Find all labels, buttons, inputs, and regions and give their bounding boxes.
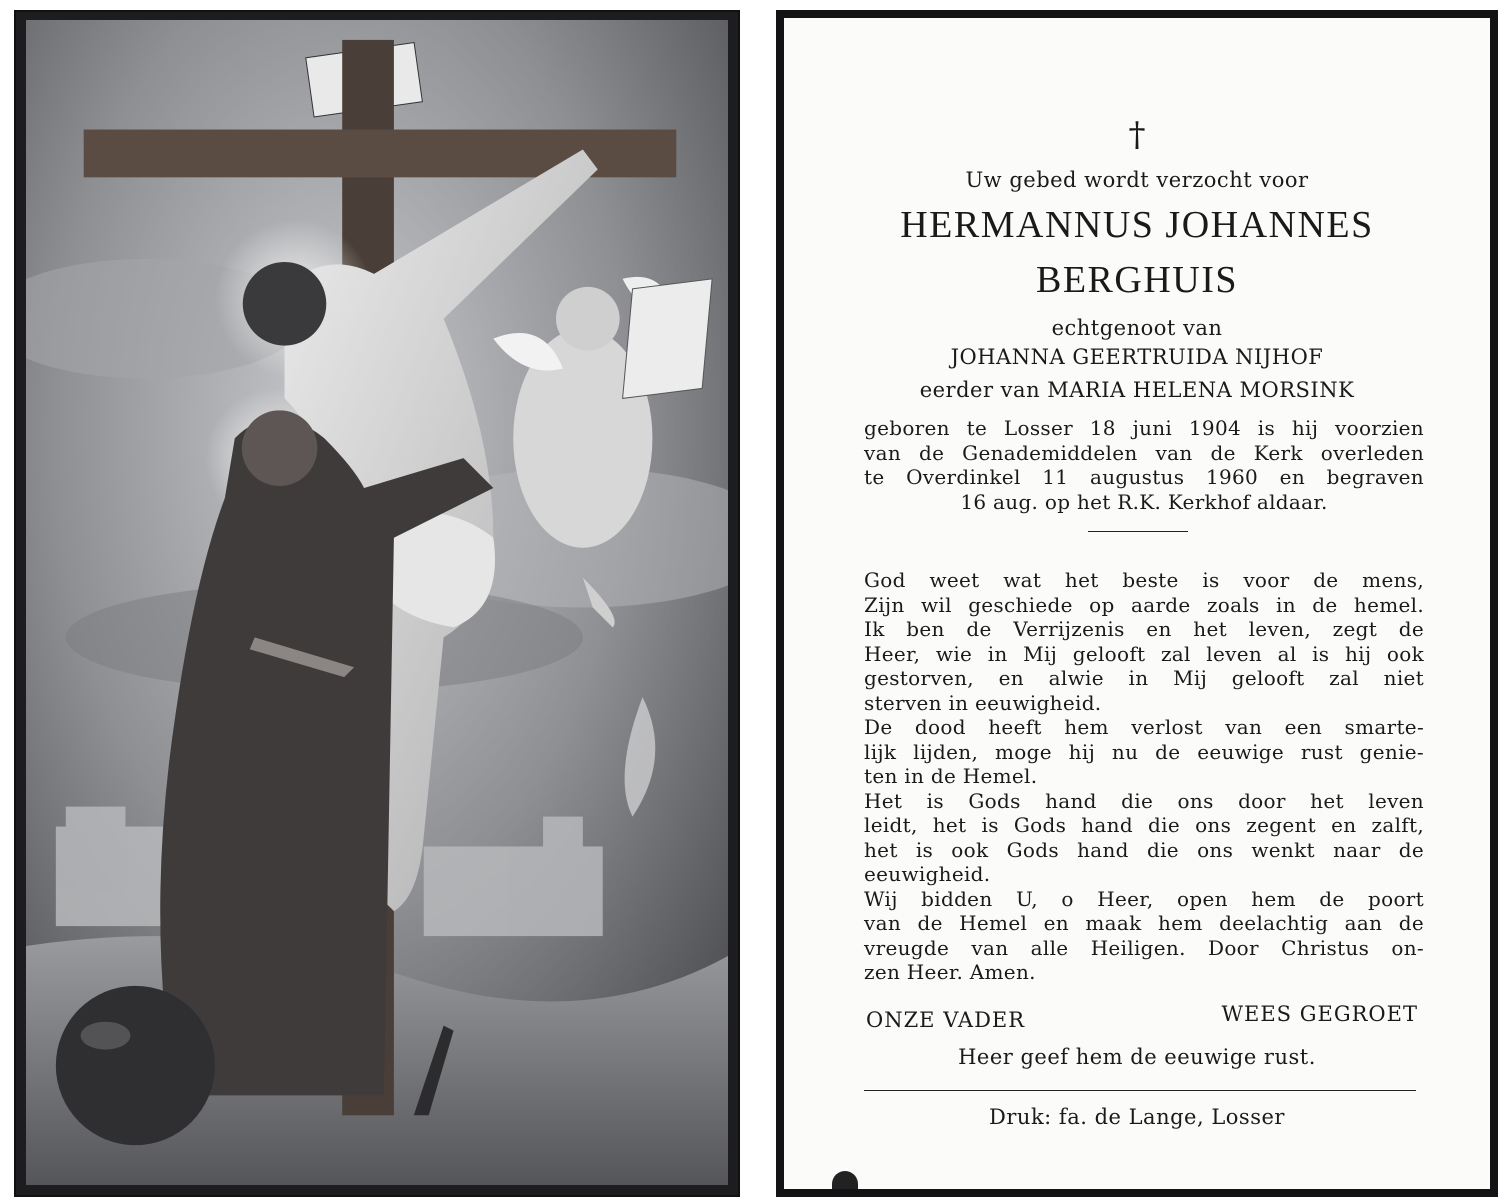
text-line: sterven in eeuwigheid. (864, 690, 1102, 715)
front-card (14, 10, 740, 1197)
biography (864, 416, 1424, 514)
prayer-request: Uw gebed wordt verzocht voor (965, 168, 1309, 192)
christ-head (243, 262, 327, 346)
text-line: Ik ben de Verrijzenis en het leven, zegt de (864, 617, 1424, 641)
text-line: gestorven, en alwie in Mij gelooft zal niet (864, 666, 1424, 690)
text-line: Zijn wil geschiede op aarde zoals in de hemel. (864, 592, 1424, 617)
text-line: zen Heer. Amen. (864, 960, 1036, 984)
crucifixion-illustration (26, 20, 728, 1185)
prayer-our-father: ONZE VADER (866, 1008, 1026, 1032)
text-line: Heer, wie in Mij gelooft zal leven al is hij ook (864, 641, 1424, 666)
devotional-text (864, 568, 1424, 985)
text-line: leidt, het is Gods hand die ons zegent en zalft, (864, 813, 1424, 837)
text-line: De dood heeft hem verlost van een smarte- (864, 715, 1424, 739)
text-line: Wij bidden U, o Heer, open hem de poort (864, 886, 1424, 911)
cross-symbol: † (1128, 115, 1146, 155)
globe (56, 986, 215, 1145)
text-line: van de Hemel en maak hem deelachtig aan de (864, 911, 1424, 935)
deceased-name-line-2: BERGHUIS (1035, 259, 1239, 301)
text-line: Het is Gods hand die ons door het leven (864, 788, 1424, 813)
text-line: eeuwigheid. (864, 862, 991, 886)
saint-head (242, 410, 318, 486)
former-spouse: eerder van MARIA HELENA MORSINK (919, 378, 1355, 402)
bottom-divider (864, 1090, 1416, 1091)
prayer-hail-mary: WEES GEGROET (1221, 1002, 1418, 1026)
text-line: God weet wat het beste is voor de mens, (864, 568, 1424, 592)
bio-line: 16 aug. op het R.K. Kerkhof aldaar. (960, 489, 1328, 514)
divider (1088, 531, 1188, 532)
text-line: vreugde van alle Heiligen. Door Christus on- (864, 935, 1424, 960)
bio-line: van de Genademiddelen van de Kerk overleden (864, 440, 1424, 465)
card-paper (784, 18, 1490, 1189)
spouse-intro: echtgenoot van (1051, 316, 1223, 340)
printer-logo-icon (832, 1171, 858, 1189)
text-line: ten in de Hemel. (864, 764, 1038, 788)
memorial-card (776, 10, 1498, 1197)
deceased-name-line-1: HERMANNUS JOHANNES (900, 204, 1374, 246)
bio-line: geboren te Losser 18 juni 1904 is hij voorzien (864, 416, 1424, 440)
text-line: het is ook Gods hand die ons wenkt naar de (864, 837, 1424, 862)
text-line: lijk lijden, moge hij nu de eeuwige rust genie- (864, 739, 1424, 764)
bio-line: te Overdinkel 11 augustus 1960 en begraven (864, 465, 1424, 489)
illustration-svg (26, 20, 728, 1185)
closing-prayer: Heer geef hem de eeuwige rust. (958, 1045, 1316, 1069)
spouse-name: JOHANNA GEERTRUIDA NIJHOF (950, 345, 1324, 369)
printer-credit: Druk: fa. de Lange, Losser (989, 1105, 1285, 1129)
